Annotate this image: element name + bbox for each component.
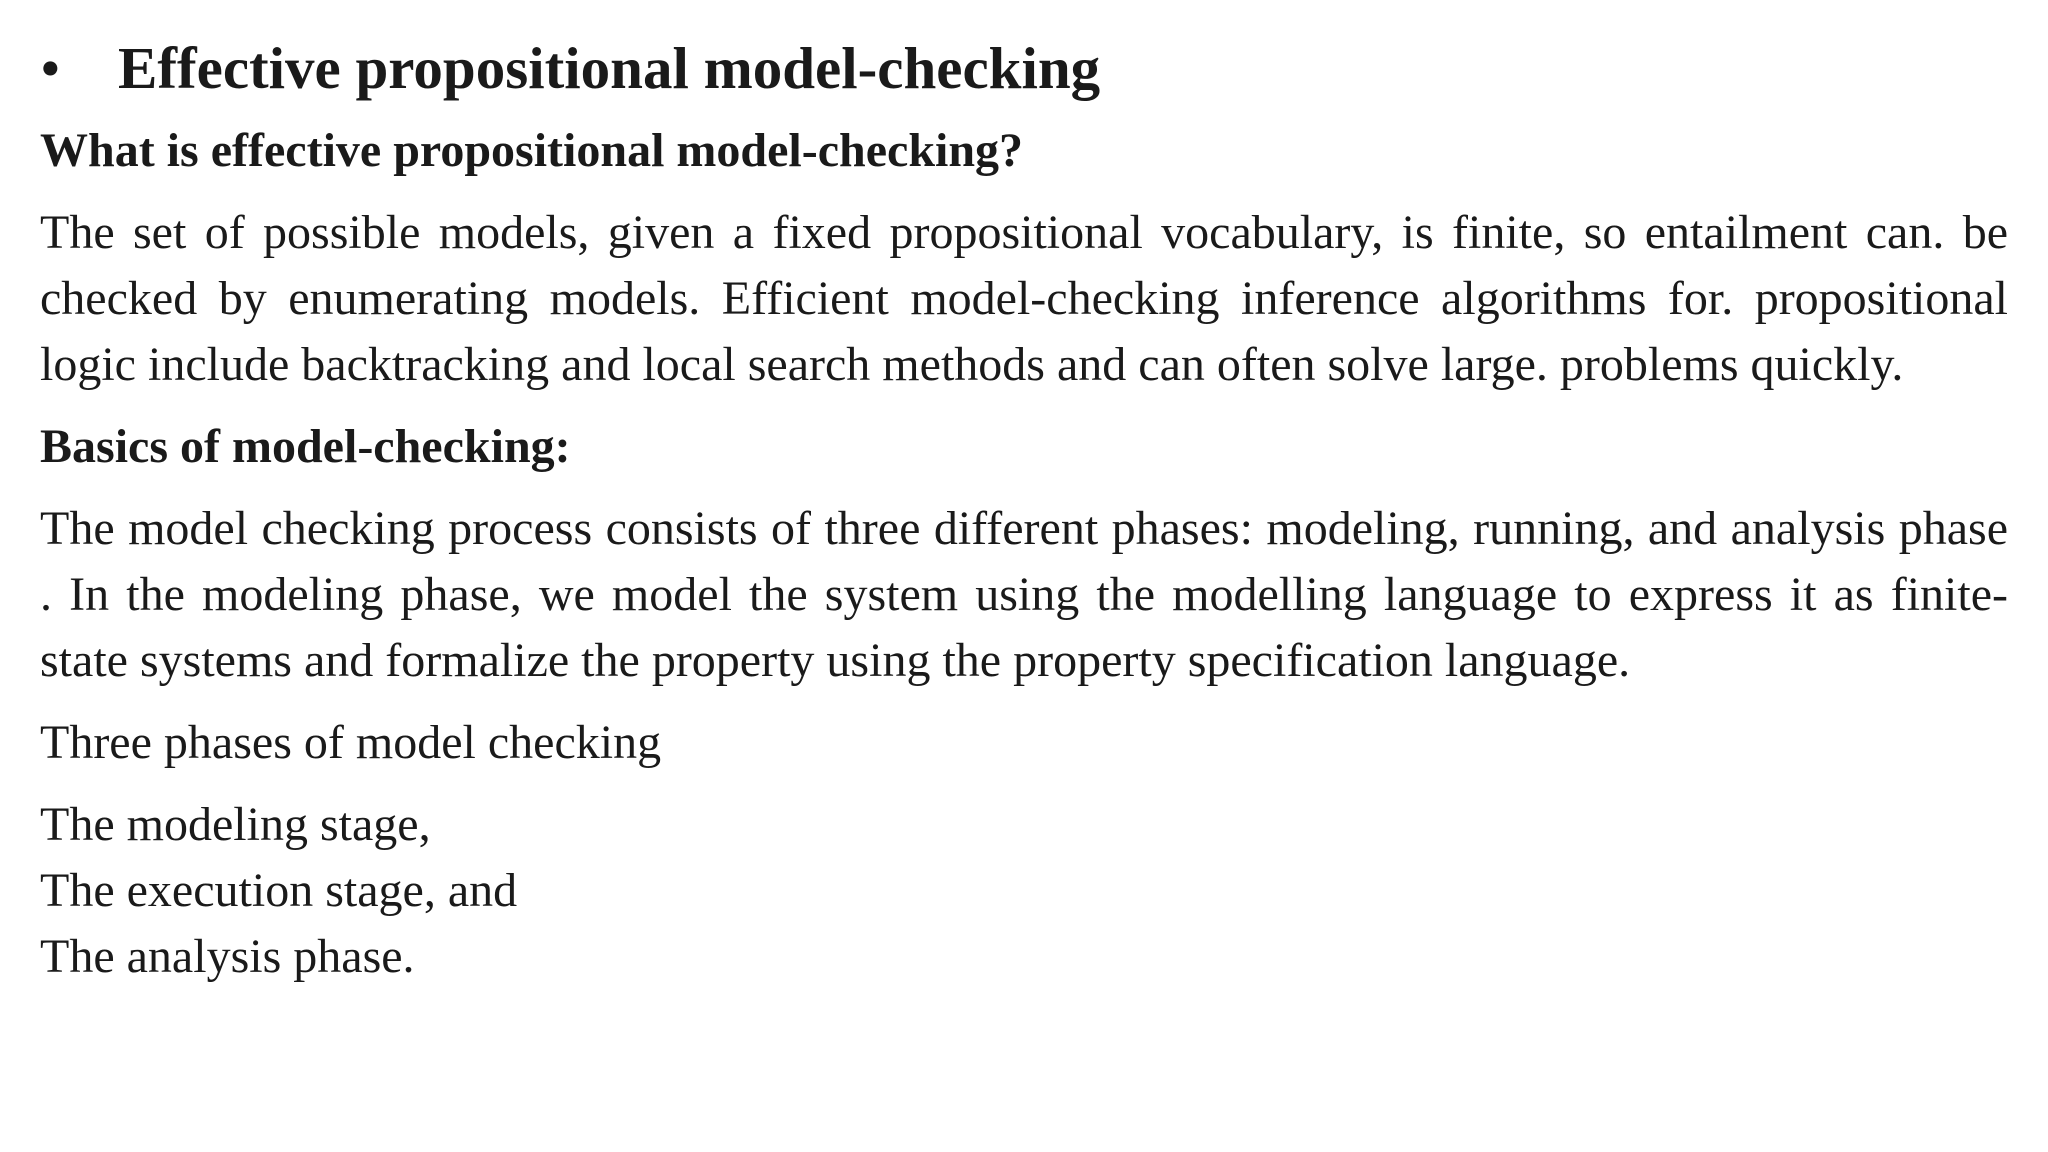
basics-paragraph: The model checking process consists of three different phases: modeling, running, and analysis phase . In the modeling phase, we model the system using the modelling language to express it as finite-state systems and formalize the property using the property specification language. <box>40 502 2008 687</box>
phase-item: The execution stage, and <box>40 864 518 917</box>
phase-item: The modeling stage, <box>40 798 431 851</box>
bullet-heading <box>40 30 2008 106</box>
phases-list <box>40 792 2008 990</box>
phases-intro: Three phases of model checking <box>40 716 662 769</box>
phase-item: The analysis phase. <box>40 930 415 983</box>
basics-heading: Basics of model-checking: <box>40 420 571 473</box>
document-page <box>40 30 2008 990</box>
bullet-icon: • <box>40 35 61 101</box>
question-heading: What is effective propositional model-checking? <box>40 124 1024 177</box>
definition-paragraph: The set of possible models, given a fixed propositional vocabulary, is finite, so entailment can. be checked by enumerating models. Efficient model-checking inference algorithms for. propositional logic include backtracking and local search methods and can often solve large. problems quickly. <box>40 206 2008 391</box>
heading-title: Effective propositional model-checking <box>118 35 1101 101</box>
